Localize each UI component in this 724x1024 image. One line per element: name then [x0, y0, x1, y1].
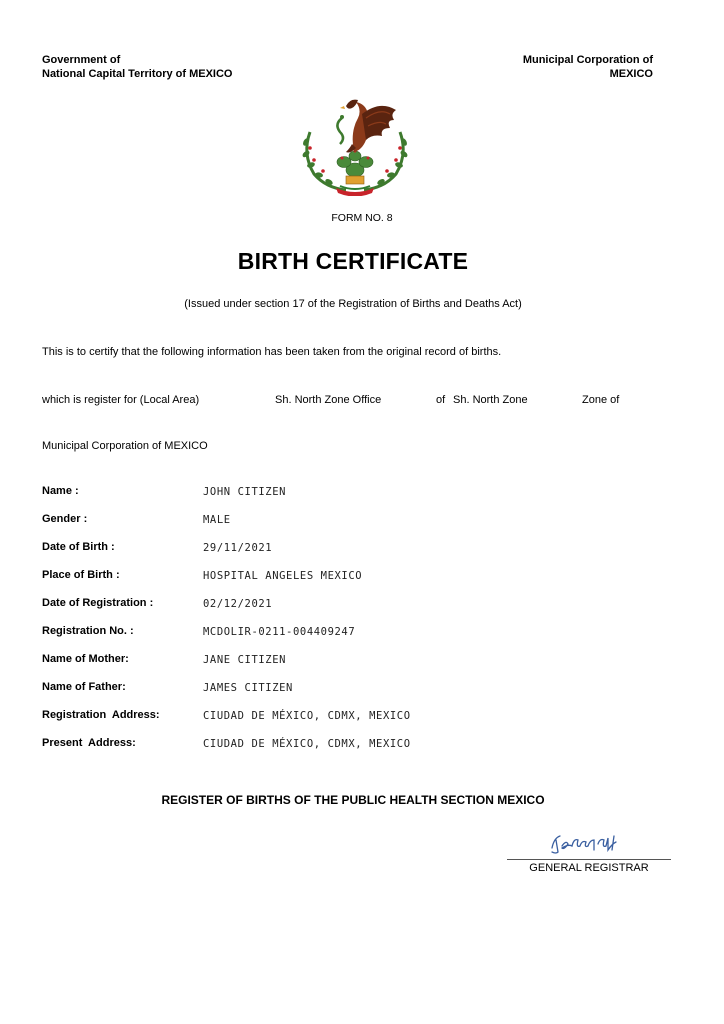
field-label-gender: Gender : [42, 513, 88, 525]
municipal-line: Municipal Corporation of MEXICO [42, 440, 208, 452]
header-left [42, 53, 233, 81]
field-value-registration-address: CIUDAD DE MÉXICO, CDMX, MEXICO [203, 710, 411, 722]
registrar-label: GENERAL REGISTRAR [529, 862, 649, 874]
field-label-registration-address: Registration Address: [42, 709, 160, 721]
header-right-line1: Municipal Corporation of [522, 54, 653, 66]
field-value-date-of-registration: 02/12/2021 [203, 598, 273, 610]
field-label-place-of-birth: Place of Birth : [42, 569, 120, 581]
register-prefix: which is register for (Local Area) [42, 394, 200, 406]
register-footer-title: REGISTER OF BIRTHS OF THE PUBLIC HEALTH SECTION MEXICO [161, 793, 545, 807]
field-value-name-of-father: JAMES CITIZEN [203, 682, 293, 694]
signature-line [507, 859, 671, 860]
register-of-word: of [436, 394, 446, 406]
field-value-date-of-birth: 29/11/2021 [203, 542, 273, 554]
field-label-name-of-mother: Name of Mother: [42, 653, 129, 665]
register-suffix: Zone of [582, 394, 620, 406]
certify-statement: This is to certify that the following information has been taken from the original record of births. [42, 346, 502, 358]
field-value-registration-no: MCDOLIR-0211-004409247 [203, 626, 356, 638]
field-value-name: JOHN CITIZEN [203, 486, 287, 498]
local-area-value: Sh. North Zone Office [275, 394, 382, 406]
field-label-date-of-registration: Date of Registration : [42, 597, 154, 609]
field-value-present-address: CIUDAD DE MÉXICO, CDMX, MEXICO [203, 738, 411, 750]
certificate-subtitle: (Issued under section 17 of the Registration of Births and Deaths Act) [184, 298, 522, 310]
header-left-line2: National Capital Territory of MEXICO [42, 68, 233, 80]
field-label-registration-no: Registration No. : [42, 625, 134, 637]
certificate-title: BIRTH CERTIFICATE [237, 248, 469, 274]
field-label-present-address: Present Address: [42, 737, 136, 749]
form-number: FORM NO. 8 [331, 212, 393, 224]
zone-value: Sh. North Zone [453, 394, 528, 406]
field-value-name-of-mother: JANE CITIZEN [203, 654, 287, 666]
registrar-signature [548, 830, 628, 856]
header-left-line1: Government of [42, 54, 121, 66]
coat-of-arms-emblem [296, 92, 414, 196]
field-label-name: Name : [42, 485, 79, 497]
field-value-place-of-birth: HOSPITAL ANGELES MEXICO [203, 570, 363, 582]
header-right-line2: MEXICO [609, 68, 653, 80]
field-label-date-of-birth: Date of Birth : [42, 541, 115, 553]
header-right [523, 53, 653, 81]
field-value-gender: MALE [203, 514, 231, 526]
field-label-name-of-father: Name of Father: [42, 681, 126, 693]
